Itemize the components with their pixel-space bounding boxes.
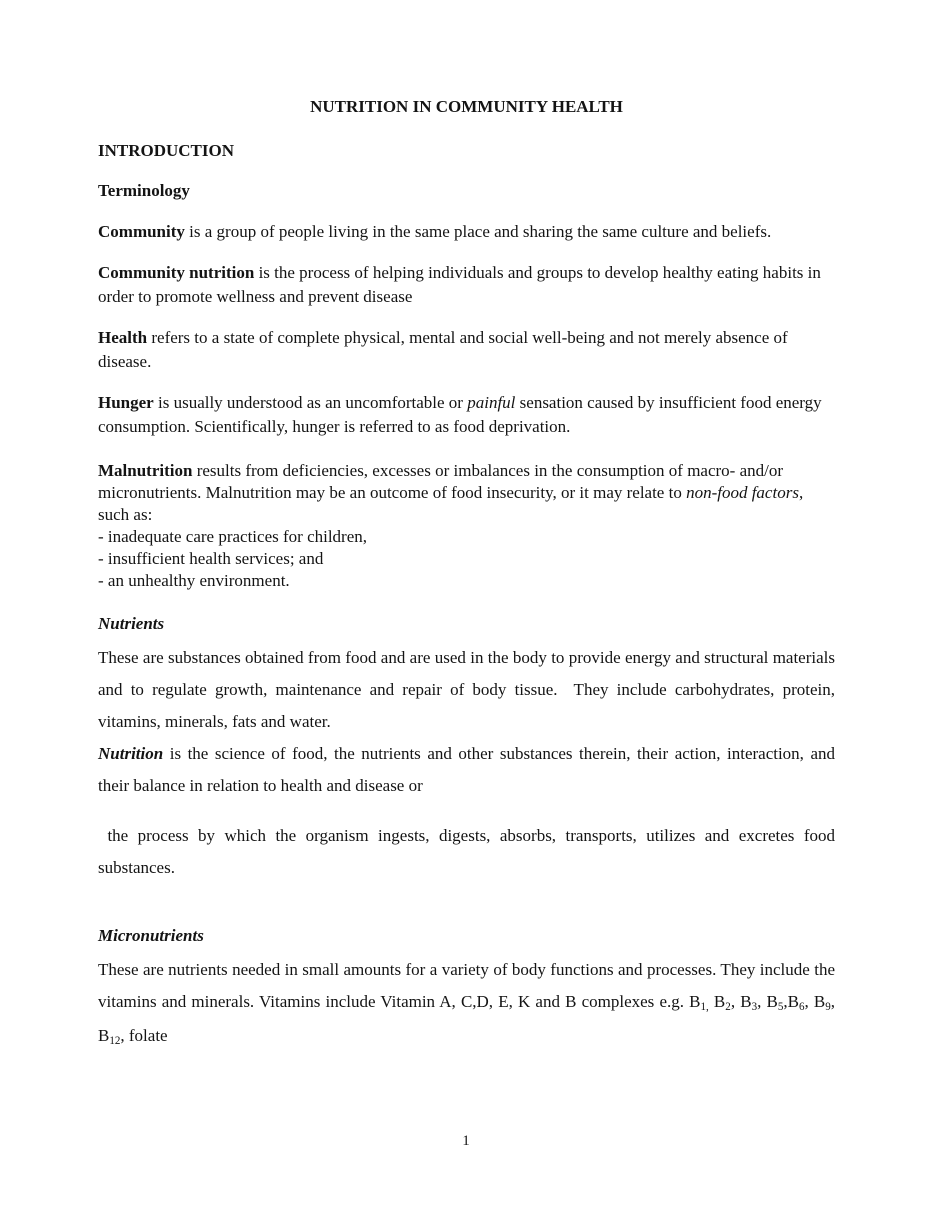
text-run: , folate <box>120 1026 168 1045</box>
text-run: 6 <box>798 1000 805 1013</box>
text-run: B <box>708 992 726 1011</box>
heading-nutrients: Nutrients <box>98 614 165 633</box>
text-run: 2 <box>725 1000 731 1013</box>
text-run: , B <box>98 992 840 1045</box>
text-run: results from deficiencies, excesses or imbalances in the consumption of macro- and/or micronutrients. Malnutrition may be an outcome of food insecurity, or it may relate to <box>98 461 784 502</box>
text-run: 9 <box>825 1000 831 1013</box>
heading-introduction: INTRODUCTION <box>98 141 235 160</box>
text-run: , B <box>757 992 778 1011</box>
text-run: the process by which the organism ingests, digests, absorbs, transports, utilizes and excretes food substances. <box>98 826 840 877</box>
text-run: , B <box>730 992 752 1011</box>
paragraph-micronutrients-definition <box>98 954 840 1054</box>
text-run: Hunger <box>98 393 154 412</box>
text-run: is the science of food, the nutrients and other substances therein, their action, interaction, and their balance in relation to health and disease or <box>98 744 840 795</box>
text-run: painful <box>467 393 516 412</box>
paragraph-health <box>98 326 835 374</box>
text-run: , B <box>804 992 826 1011</box>
heading-terminology: Terminology <box>98 181 190 200</box>
document-title: NUTRITION IN COMMUNITY HEALTH <box>310 97 623 116</box>
page-number: 1 <box>462 1133 470 1149</box>
text-run: 3 <box>751 1000 758 1013</box>
text-run: ,B <box>783 992 799 1011</box>
paragraph-malnutrition <box>98 460 835 592</box>
text-run: , such as: <box>98 483 804 524</box>
text-run: non-food factors <box>686 483 799 502</box>
text-run: 5 <box>777 1000 784 1013</box>
text-run: is a group of people living in the same place and sharing the same culture and beliefs. <box>184 222 772 241</box>
text-run: Nutrition <box>98 744 164 763</box>
text-run: sensation caused by insufficient food energy consumption. Scientifically, hunger is referred to as food deprivation. <box>98 393 822 436</box>
paragraph-nutrients-definition <box>98 642 840 738</box>
text-run: is usually understood as an uncomfortable or <box>153 393 468 412</box>
paragraph-community-nutrition <box>98 261 835 309</box>
text-run: 12 <box>109 1034 121 1047</box>
text-run: refers to a state of complete physical, mental and social well-being and not merely absence of disease. <box>98 328 788 371</box>
text-run: - insufficient health services; and <box>98 549 324 568</box>
paragraph-community <box>98 220 835 244</box>
text-run: Community <box>98 222 185 241</box>
text-run: Health <box>98 328 148 347</box>
text-run: These are nutrients needed in small amounts for a variety of body functions and processes. They include the vitamins and minerals. Vitamins include Vitamin A, C,D, E, K and B complexes e.g. B <box>98 960 840 1011</box>
paragraph-nutrition-process <box>98 820 840 884</box>
text-run: These are substances obtained from food and are used in the body to provide energy and structural materials and to regulate growth, maintenance and repair of body tissue. They include carbohydrates, protein, vitamins, minerals, fats and water. <box>98 648 840 731</box>
text-run: Community nutrition <box>98 263 255 282</box>
text-run: is the process of helping individuals and groups to develop healthy eating habits in order to promote wellness and prevent disease <box>98 263 821 306</box>
text-run: 1, <box>700 1000 709 1013</box>
text-run: - an unhealthy environment. <box>98 571 290 590</box>
text-run: - inadequate care practices for children, <box>98 527 368 546</box>
text-run: Malnutrition <box>98 461 193 480</box>
heading-micronutrients: Micronutrients <box>98 926 204 945</box>
paragraph-hunger <box>98 391 835 439</box>
paragraph-nutrition-definition <box>98 738 840 802</box>
